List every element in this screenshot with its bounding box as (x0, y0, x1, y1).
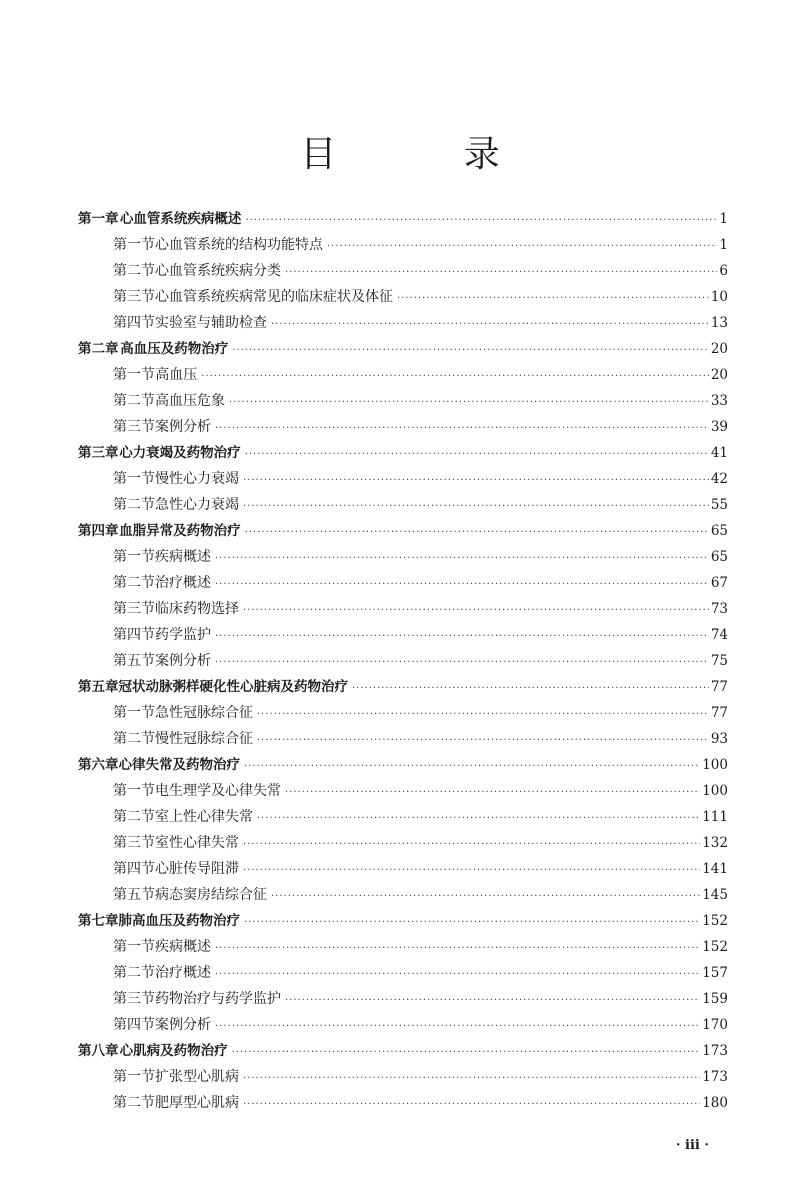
toc-section-entry (78, 856, 728, 882)
leader-dots (229, 390, 709, 416)
leader-dots (215, 416, 709, 442)
section-number: 第五节 (113, 653, 155, 669)
page-ref: 75 (710, 653, 728, 669)
section-title: 高血压危象 (155, 393, 225, 409)
leader-dots (243, 1092, 700, 1118)
section-title: 病态窦房结综合征 (155, 887, 267, 903)
page-ref: 13 (710, 315, 728, 331)
section-title: 急性冠脉综合征 (155, 705, 253, 721)
toc-section-entry (78, 622, 728, 648)
section-number: 第二节 (113, 809, 155, 825)
section-title: 实验室与辅助检查 (155, 315, 267, 331)
leader-dots (215, 624, 709, 650)
leader-dots (285, 260, 717, 286)
leader-dots (215, 572, 709, 598)
section-number: 第三节 (113, 419, 155, 435)
section-title: 慢性心力衰竭 (155, 471, 239, 487)
leader-dots (243, 468, 709, 494)
section-title: 慢性冠脉综合征 (155, 731, 253, 747)
page-ref: 67 (710, 575, 728, 591)
page-ref: 6 (719, 263, 728, 279)
section-title: 肥厚型心肌病 (155, 1095, 239, 1111)
section-number: 第三节 (113, 601, 155, 617)
section-title: 疾病概述 (155, 939, 211, 955)
leader-dots (215, 546, 709, 572)
toc-section-entry (78, 232, 728, 258)
page-ref: 152 (702, 939, 728, 955)
leader-dots (327, 234, 717, 260)
section-number: 第一节 (113, 705, 155, 721)
leader-dots (201, 364, 709, 390)
toc-section-entry (78, 544, 728, 570)
leader-dots (285, 780, 700, 806)
leader-dots (271, 884, 700, 910)
leader-dots (244, 754, 700, 780)
section-number: 第三节 (113, 289, 155, 305)
section-number: 第二节 (113, 1095, 155, 1111)
toc-section-entry (78, 492, 728, 518)
page-ref: 20 (710, 367, 728, 383)
section-number: 第一节 (113, 549, 155, 565)
section-title: 心血管系统的结构功能特点 (155, 237, 323, 253)
chapter-number: 第五章 (78, 679, 119, 695)
page-ref: 10 (710, 289, 728, 305)
section-title: 室上性心律失常 (155, 809, 253, 825)
leader-dots (215, 962, 700, 988)
toc-section-entry (78, 804, 728, 830)
toc-chapter-entry (78, 206, 728, 232)
page-ref: 100 (702, 783, 728, 799)
toc-section-entry (78, 830, 728, 856)
toc-chapter-entry (78, 440, 728, 466)
leader-dots (232, 1040, 701, 1066)
section-number: 第二节 (113, 965, 155, 981)
section-number: 第二节 (113, 393, 155, 409)
toc-section-entry (78, 414, 728, 440)
toc-chapter-entry (78, 518, 728, 544)
chapter-title: 心肌病及药物治疗 (119, 1043, 228, 1059)
section-number: 第五节 (113, 887, 155, 903)
chapter-title: 血脂异常及药物治疗 (119, 523, 241, 539)
section-number: 第一节 (113, 783, 155, 799)
toc-section-entry (78, 570, 728, 596)
leader-dots (215, 650, 709, 676)
section-title: 心血管系统疾病分类 (155, 263, 281, 279)
page-ref: 173 (702, 1043, 728, 1059)
section-number: 第三节 (113, 991, 155, 1007)
leader-dots (257, 702, 709, 728)
toc-chapter-entry (78, 1038, 728, 1064)
chapter-number: 第二章 (78, 341, 119, 357)
leader-dots (243, 858, 700, 884)
leader-dots (397, 286, 709, 312)
page-ref: 111 (702, 809, 728, 825)
section-number: 第四节 (113, 861, 155, 877)
section-title: 案例分析 (155, 653, 211, 669)
section-number: 第一节 (113, 1069, 155, 1085)
page-ref: 77 (710, 705, 728, 721)
section-title: 临床药物选择 (155, 601, 239, 617)
page-ref: 141 (702, 861, 728, 877)
chapter-number: 第六章 (78, 757, 119, 773)
section-title: 心血管系统疾病常见的临床症状及体征 (155, 289, 393, 305)
toc-section-entry (78, 986, 728, 1012)
page-ref: 77 (710, 679, 728, 695)
chapter-number: 第一章 (78, 211, 119, 227)
toc-chapter-entry (78, 908, 728, 934)
section-title: 疾病概述 (155, 549, 211, 565)
section-number: 第四节 (113, 627, 155, 643)
toc-section-entry (78, 284, 728, 310)
toc-section-entry (78, 362, 728, 388)
leader-dots (271, 312, 709, 338)
section-title: 电生理学及心律失常 (155, 783, 281, 799)
toc-section-entry (78, 726, 728, 752)
chapter-title: 心力衰竭及药物治疗 (119, 445, 241, 461)
leader-dots (257, 806, 700, 832)
chapter-title: 心血管系统疾病概述 (119, 211, 242, 227)
toc-section-entry (78, 1090, 728, 1116)
toc-section-entry (78, 934, 728, 960)
section-number: 第二节 (113, 575, 155, 591)
page-ref: 65 (710, 549, 728, 565)
chapter-number: 第三章 (78, 445, 119, 461)
page-ref: 55 (710, 497, 728, 513)
section-number: 第四节 (113, 1017, 155, 1033)
leader-dots (245, 520, 709, 546)
leader-dots (243, 832, 700, 858)
section-title: 案例分析 (155, 1017, 211, 1033)
section-number: 第三节 (113, 835, 155, 851)
section-number: 第二节 (113, 731, 155, 747)
chapter-number: 第七章 (78, 913, 119, 929)
leader-dots (244, 910, 700, 936)
toc-section-entry (78, 778, 728, 804)
section-title: 治疗概述 (155, 965, 211, 981)
page-ref: 159 (702, 991, 728, 1007)
leader-dots (215, 1014, 700, 1040)
page-ref: 93 (710, 731, 728, 747)
chapter-title: 高血压及药物治疗 (120, 341, 229, 357)
toc-chapter-entry (78, 752, 728, 778)
leader-dots (243, 598, 709, 624)
toc-section-entry (78, 882, 728, 908)
toc-section-entry (78, 258, 728, 284)
toc-section-entry (78, 960, 728, 986)
page-ref: 1 (719, 211, 728, 227)
page-ref: 33 (710, 393, 728, 409)
leader-dots (215, 936, 700, 962)
chapter-title: 肺高血压及药物治疗 (118, 913, 240, 929)
section-title: 案例分析 (155, 419, 211, 435)
section-number: 第四节 (113, 315, 155, 331)
page-ref: 41 (710, 445, 728, 461)
leader-dots (257, 728, 709, 754)
toc-chapter-entry (78, 336, 728, 362)
leader-dots (245, 208, 717, 234)
leader-dots (285, 988, 700, 1014)
page-ref: 100 (702, 757, 728, 773)
section-title: 扩张型心肌病 (155, 1069, 239, 1085)
page-ref: 132 (702, 835, 728, 851)
section-number: 第一节 (113, 367, 155, 383)
leader-dots (245, 442, 709, 468)
table-of-contents (78, 206, 728, 1116)
section-title: 治疗概述 (155, 575, 211, 591)
page-ref: 180 (702, 1095, 728, 1111)
page-number: · iii · (676, 1138, 709, 1153)
page-ref: 170 (702, 1017, 728, 1033)
page-ref: 42 (710, 471, 728, 487)
page-title: 目 录 (300, 134, 558, 175)
page-ref: 65 (710, 523, 728, 539)
leader-dots (243, 494, 709, 520)
leader-dots (352, 676, 709, 702)
toc-section-entry (78, 466, 728, 492)
toc-section-entry (78, 310, 728, 336)
section-number: 第一节 (113, 471, 155, 487)
chapter-title: 冠状动脉粥样硬化性心脏病及药物治疗 (118, 679, 348, 695)
page-ref: 39 (710, 419, 728, 435)
section-number: 第二节 (113, 497, 155, 513)
section-number: 第一节 (113, 939, 155, 955)
page-ref: 20 (710, 341, 728, 357)
page-ref: 73 (710, 601, 728, 617)
leader-dots (243, 1066, 700, 1092)
section-title: 高血压 (155, 367, 198, 383)
section-title: 药学监护 (155, 627, 211, 643)
page-ref: 157 (702, 965, 728, 981)
section-number: 第二节 (113, 263, 155, 279)
section-title: 心脏传导阻滞 (155, 861, 239, 877)
toc-section-entry (78, 700, 728, 726)
section-number: 第一节 (113, 237, 155, 253)
page-ref: 74 (710, 627, 728, 643)
section-title: 药物治疗与药学监护 (155, 991, 281, 1007)
page-ref: 1 (719, 237, 728, 253)
section-title: 急性心力衰竭 (155, 497, 239, 513)
toc-section-entry (78, 1064, 728, 1090)
toc-section-entry (78, 596, 728, 622)
chapter-title: 心律失常及药物治疗 (118, 757, 240, 773)
section-title: 室性心律失常 (155, 835, 239, 851)
toc-section-entry (78, 648, 728, 674)
page-ref: 173 (702, 1069, 728, 1085)
toc-section-entry (78, 388, 728, 414)
page-ref: 145 (702, 887, 728, 903)
toc-chapter-entry (78, 674, 728, 700)
leader-dots (232, 338, 709, 364)
toc-section-entry (78, 1012, 728, 1038)
chapter-number: 第四章 (78, 523, 119, 539)
page-ref: 152 (702, 913, 728, 929)
chapter-number: 第八章 (78, 1043, 119, 1059)
